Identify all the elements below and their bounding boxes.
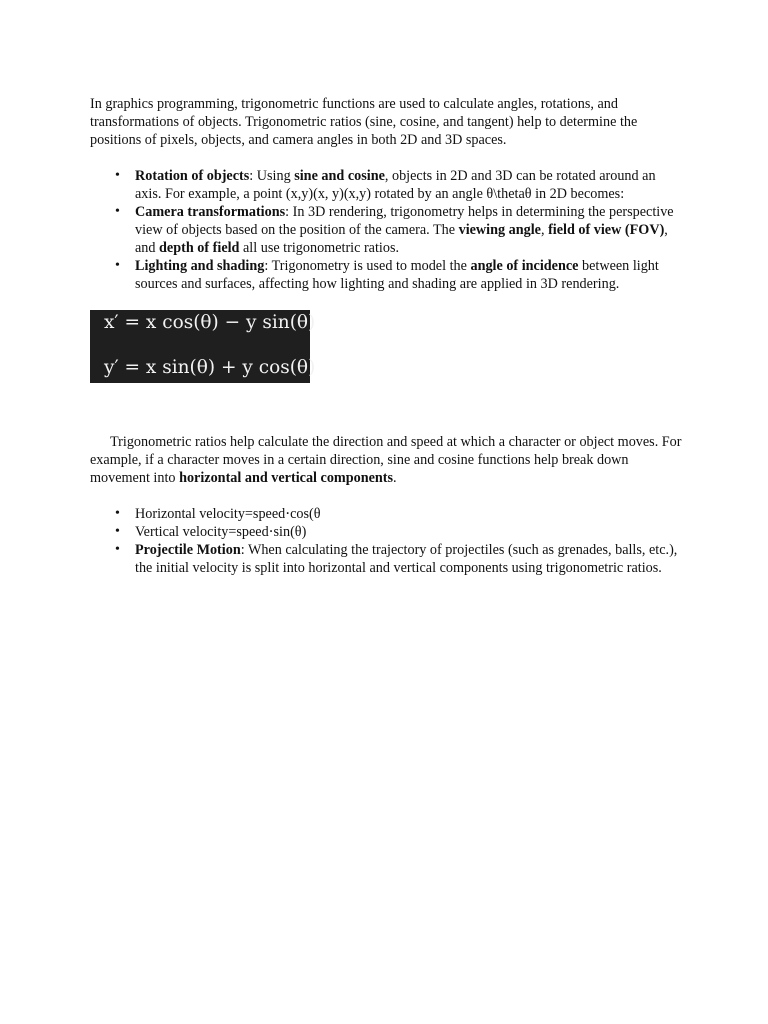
list-item-projectile xyxy=(90,541,682,577)
list-item-lighting xyxy=(90,257,682,293)
camera-text-2: , xyxy=(540,222,549,238)
lighting-text-2: between light sources and surfaces, affecting how lighting and shading are applied in 3D rendering. xyxy=(135,258,659,292)
lighting-text-1: : Trigonometry is used to model the xyxy=(264,258,471,274)
graphics-uses-list xyxy=(90,167,682,293)
lighting-label: Lighting and shading xyxy=(135,258,265,274)
rotation-formula-image xyxy=(90,310,316,383)
intro-paragraph: In graphics programming, trigonometric functions are used to calculate angles, rotations, and transformations of objects. Trigonometric ratios (sine, cosine, and tangent) help to determine the positions of pixels, objects, and camera angles in both 2D and 3D spaces. xyxy=(90,96,638,148)
projectile-label: Projectile Motion xyxy=(135,542,241,558)
list-item-camera xyxy=(90,203,682,257)
velocity-list xyxy=(90,505,682,577)
camera-bold-2: field of view (FOV) xyxy=(548,222,665,238)
camera-bold-1: viewing angle xyxy=(458,222,541,238)
movement-paragraph xyxy=(90,433,682,487)
document-body xyxy=(90,95,682,577)
camera-bold-3: depth of field xyxy=(159,240,240,256)
movement-bold-1: horizontal and vertical components xyxy=(179,470,394,486)
formula-line-1: x′ = x cos(θ) − y sin(θ) xyxy=(104,312,316,333)
camera-label: Camera transformations xyxy=(135,204,286,220)
rotation-text-2: , objects in 2D and 3D can be rotated around an axis. For example, a point (x,y)(x, y)(x,y) rotated by an angle θ\thetaθ in 2D becomes: xyxy=(135,168,656,202)
rotation-bold-1: sine and cosine xyxy=(294,168,385,184)
rotation-text-1: : Using xyxy=(249,168,295,184)
projectile-text-1: : When calculating the trajectory of projectiles (such as grenades, balls, etc.), the initial velocity is split into horizontal and vertical components using trigonometric ratios. xyxy=(135,542,678,576)
lighting-bold-1: angle of incidence xyxy=(470,258,579,274)
list-item-rotation xyxy=(90,167,682,203)
movement-text-2: . xyxy=(393,470,397,486)
formula-line-2: y′ = x sin(θ) + y cos(θ) xyxy=(104,357,316,378)
list-item-horizontal-velocity: • Horizontal velocity=speed⋅cos(θ xyxy=(90,505,682,523)
camera-text-3: , and xyxy=(135,222,668,256)
movement-text-1: Trigonometric ratios help calculate the direction and speed at which a character or object moves. For example, if a character moves in a certain direction, sine and cosine functions help break down movement into xyxy=(90,434,682,486)
rotation-label: Rotation of objects xyxy=(135,168,250,184)
camera-text-1: : In 3D rendering, trigonometry helps in determining the perspective view of objects based on the position of the camera. The xyxy=(135,204,674,238)
camera-text-4: all use trigonometric ratios. xyxy=(239,240,400,256)
list-item-vertical-velocity: • Vertical velocity=speed⋅sin(θ) xyxy=(90,523,682,541)
